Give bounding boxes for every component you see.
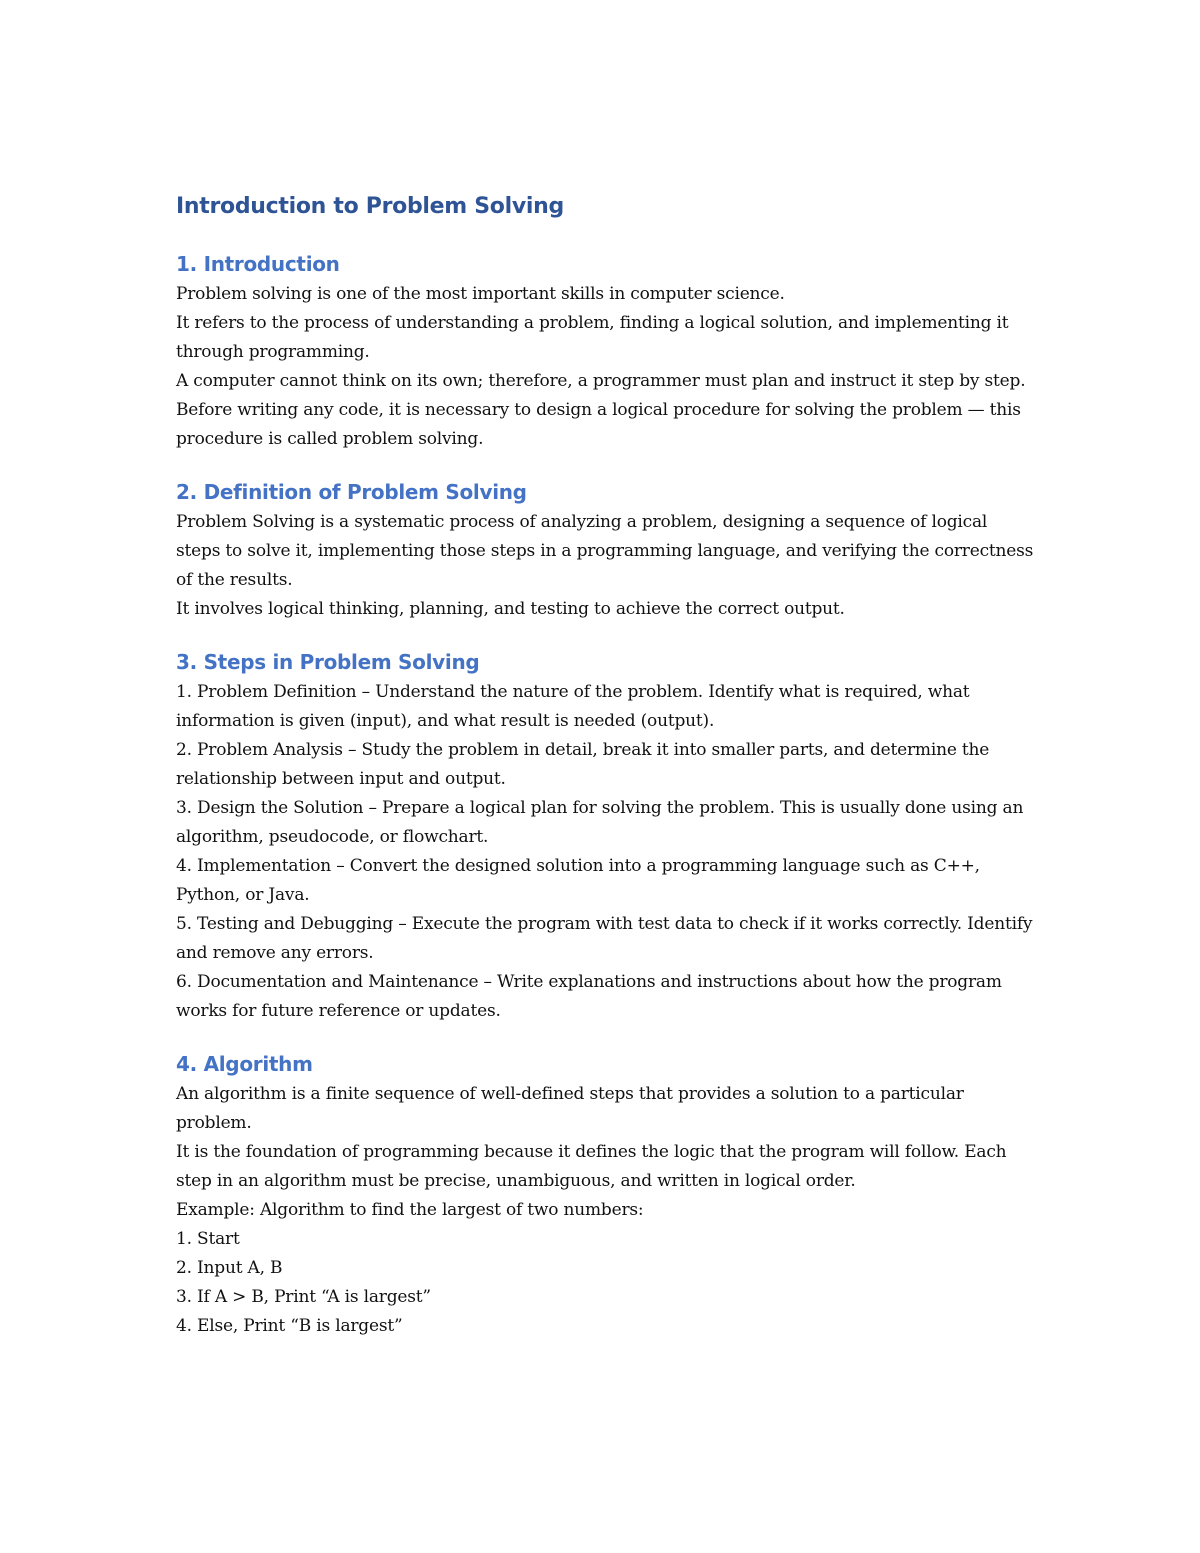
paragraph: It involves logical thinking, planning, and testing to achieve the correct output. bbox=[176, 599, 845, 619]
section-heading: 2. Definition of Problem Solving bbox=[176, 480, 527, 504]
list-item: 1. Start bbox=[176, 1229, 240, 1249]
section-heading: 4. Algorithm bbox=[176, 1052, 313, 1076]
paragraph: Problem Solving is a systematic process of analyzing a problem, designing a sequence of logical steps to solve it, implementing those steps in a programming language, and verifying the correctness of the results. bbox=[176, 512, 1034, 590]
section-heading: 1. Introduction bbox=[176, 252, 340, 276]
list-item: 3. Design the Solution – Prepare a logical plan for solving the problem. This is usually done using an algorithm, pseudocode, or flowchart. bbox=[176, 798, 1024, 847]
section-definition bbox=[176, 476, 1036, 624]
list-item: 1. Problem Definition – Understand the nature of the problem. Identify what is required, what information is given (input), and what result is needed (output). bbox=[176, 682, 970, 731]
list-item: 2. Input A, B bbox=[176, 1258, 283, 1278]
list-item: 4. Else, Print “B is largest” bbox=[176, 1316, 403, 1336]
paragraph: Problem solving is one of the most important skills in computer science. bbox=[176, 284, 785, 304]
list-item: 4. Implementation – Convert the designed solution into a programming language such as C++, Python, or Java. bbox=[176, 856, 980, 905]
document-title: Introduction to Problem Solving bbox=[176, 194, 564, 219]
list-item: 6. Documentation and Maintenance – Write explanations and instructions about how the program works for future reference or updates. bbox=[176, 972, 1002, 1021]
paragraph: Example: Algorithm to find the largest of two numbers: bbox=[176, 1200, 644, 1220]
paragraph: It is the foundation of programming because it defines the logic that the program will follow. Each step in an algorithm must be precise, unambiguous, and written in logical order. bbox=[176, 1142, 1007, 1191]
list-item: 2. Problem Analysis – Study the problem in detail, break it into smaller parts, and determine the relationship between input and output. bbox=[176, 740, 990, 789]
section-algorithm bbox=[176, 1048, 1036, 1341]
paragraph: Before writing any code, it is necessary to design a logical procedure for solving the problem — this procedure is called problem solving. bbox=[176, 400, 1021, 449]
list-item: 5. Testing and Debugging – Execute the program with test data to check if it works correctly. Identify and remove any errors. bbox=[176, 914, 1033, 963]
section-introduction bbox=[176, 248, 1036, 454]
paragraph: An algorithm is a finite sequence of well-defined steps that provides a solution to a particular problem. bbox=[176, 1084, 964, 1133]
paragraph: It refers to the process of understanding a problem, finding a logical solution, and implementing it through programming. bbox=[176, 313, 1009, 362]
section-heading: 3. Steps in Problem Solving bbox=[176, 650, 480, 674]
paragraph: A computer cannot think on its own; therefore, a programmer must plan and instruct it step by step. bbox=[176, 371, 1026, 391]
section-steps bbox=[176, 646, 1036, 1026]
list-item: 3. If A > B, Print “A is largest” bbox=[176, 1287, 431, 1307]
document-body bbox=[176, 190, 1036, 1363]
